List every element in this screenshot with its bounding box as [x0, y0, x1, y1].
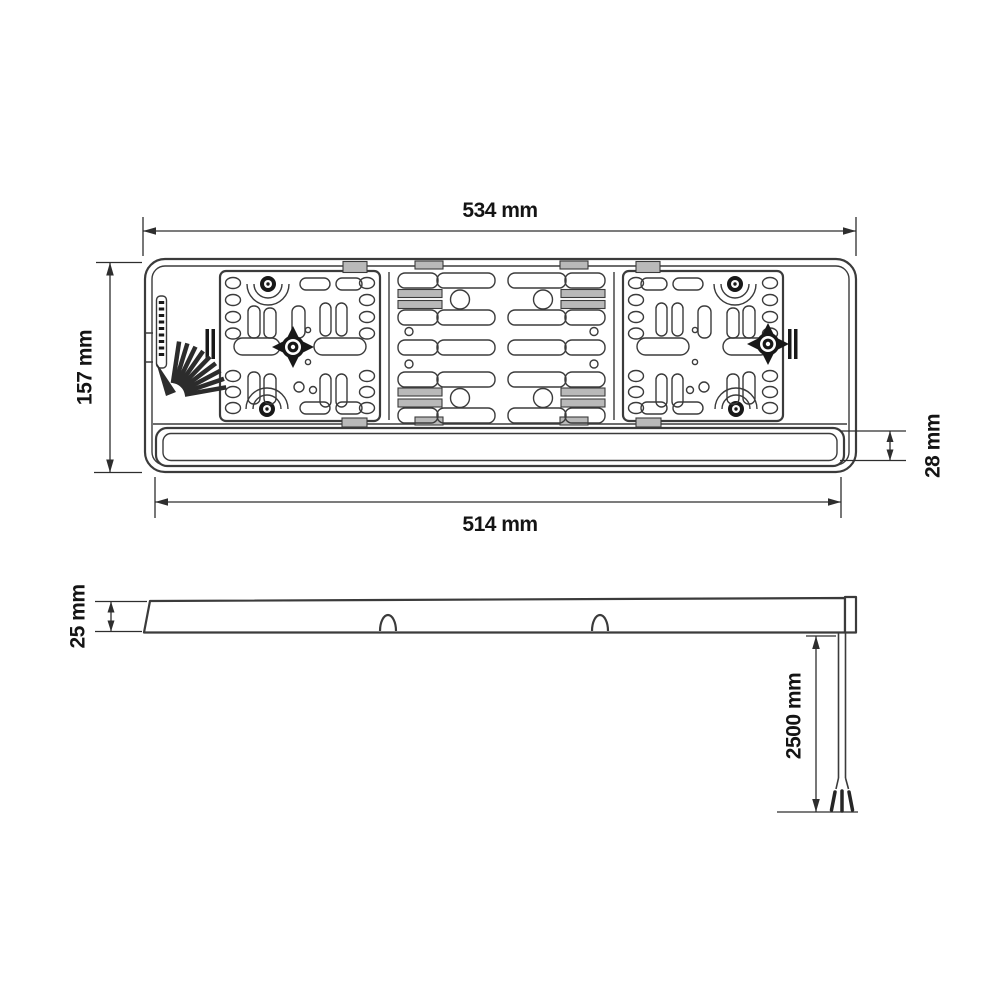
dim-label-overall-height: 157 mm — [73, 329, 97, 406]
dimension-overall-height — [74, 263, 143, 473]
dimension-overall-width — [143, 199, 856, 256]
clip-bump — [592, 615, 608, 631]
dimension-thickness — [67, 584, 148, 648]
profile-end-cap — [845, 597, 856, 633]
logo-text-strip — [159, 301, 164, 356]
dimension-inner-width — [155, 477, 841, 536]
plate-bottom-strip — [156, 428, 844, 466]
clip-bump — [380, 615, 396, 631]
dim-label-inner-width: 514 mm — [462, 513, 538, 536]
connector-plug-icon — [832, 791, 853, 811]
dim-label-overall-width: 534 mm — [462, 199, 538, 222]
dim-label-thickness: 25 mm — [66, 584, 90, 649]
dim-label-strip-height: 28 mm — [921, 413, 945, 479]
front-view — [74, 199, 945, 536]
power-cable — [832, 633, 853, 812]
dim-label-cable-length: 2500 mm — [782, 672, 806, 760]
profile-body — [144, 598, 845, 633]
side-view — [67, 584, 859, 812]
